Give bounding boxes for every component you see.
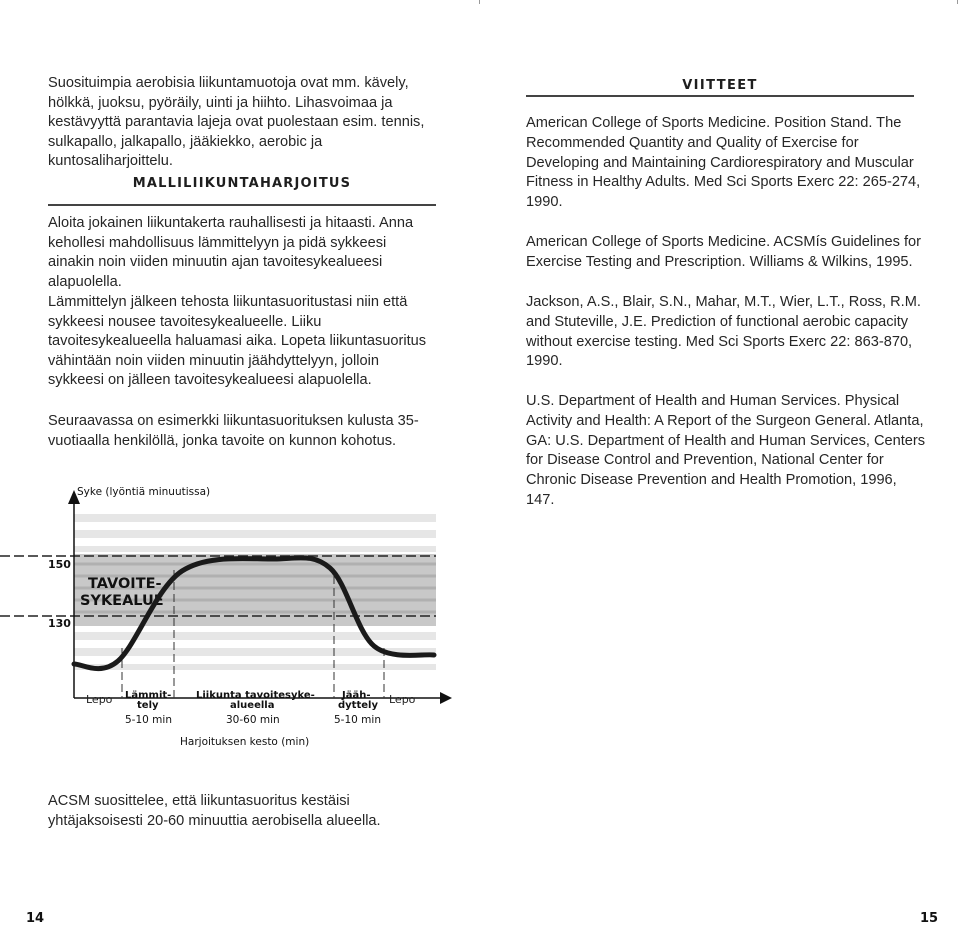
x-axis-title: Harjoituksen kesto (min) <box>180 736 310 748</box>
phase-cool-line1: Jääh- <box>342 690 371 701</box>
references-heading <box>526 76 914 97</box>
x-axis-arrow <box>440 692 452 704</box>
intro-paragraph: Suosituimpia aerobisia liikuntamuotoja ovat mm. kävely, hölkkä, juoksu, pyöräily, uinti ja hiihto. Lihasvoimaa ja kestävyyttä parantavia lajeja ovat puolestaan esim. tennis, sulkapallo, jalkapallo, jääkiekko, aerobic ja kuntosaliharjoittelu. <box>48 75 425 170</box>
y-axis-title: Syke (lyöntiä minuutissa) <box>77 486 211 498</box>
page-number-left: 14 <box>26 911 45 926</box>
paragraph-example: Seuraavassa on esimerkki liikuntasuorituksen kulusta 35-vuotiaalla henkilöllä, jonka tavoite on kunnon kohotus. <box>48 413 419 449</box>
duration-warmup: 5-10 min <box>125 714 172 726</box>
reference-item: American College of Sports Medicine. Position Stand. The Recommended Quantity and Quality of Exercise for Developing and Maintaining Cardiorespiratory and Muscular Fitness in Healthy Adults. Med Sci Sports Exerc 22: 265-274, 1990. <box>526 115 921 211</box>
section-heading: MALLILIIKUNTAHARJOITUS <box>132 176 352 191</box>
reference-item: American College of Sports Medicine. ACSMís Guidelines for Exercise Testing and Prescription. Williams & Wilkins, 1995. <box>526 234 922 270</box>
y-tick-150: 150 <box>48 558 71 571</box>
phase-cool-line2: dyttely <box>338 700 378 711</box>
phase-rest-end: Lepo <box>389 693 416 706</box>
paragraph-warmup: Aloita jokainen liikuntakerta rauhallisesti ja hitaasti. Anna kehollesi mahdollisuus lämmittelyyn ja pidä sykkeesi ainakin noin viiden minuutin ajan tavoitesykealueesi alapuolella. <box>48 215 414 290</box>
duration-cool: 5-10 min <box>334 714 381 726</box>
phase-main-line1: Liikunta tavoitesyke- <box>196 690 315 701</box>
zone-label-line2: SYKEALUE <box>80 593 164 609</box>
reference-item: Jackson, A.S., Blair, S.N., Mahar, M.T., Wier, L.T., Ross, R.M. and Stuteville, J.E. Prediction of functional aerobic capacity without exercise testing. Med Sci Sports Exerc 22: 863-870, 1990. <box>526 294 921 370</box>
phase-warmup-line2: tely <box>137 700 159 711</box>
phase-main-line2: alueella <box>230 700 275 711</box>
crop-mark <box>479 0 480 4</box>
duration-main: 30-60 min <box>226 714 280 726</box>
page-number-right: 15 <box>920 911 939 926</box>
heart-rate-chart <box>0 478 480 758</box>
section-divider <box>48 204 436 206</box>
y-tick-130: 130 <box>48 617 71 630</box>
reference-item: U.S. Department of Health and Human Services. Physical Activity and Health: A Report of the Surgeon General. Atlanta, GA: U.S. Department of Health and Human Services, Centers for Disease Control and Prevention, National Center for Chronic Disease Prevention and Health Promotion, 1996, 147. <box>526 393 926 508</box>
phase-warmup-line1: Lämmit- <box>125 690 172 701</box>
references-title: VIITTEET <box>682 78 758 93</box>
crop-mark <box>957 0 958 4</box>
phase-rest-start: Lepo <box>86 693 113 706</box>
zone-label-line1: TAVOITE- <box>88 576 162 592</box>
acsm-note: ACSM suosittelee, että liikuntasuoritus kestäisi yhtäjaksoisesti 20-60 minuuttia aerobisella alueella. <box>48 793 381 829</box>
paragraph-main: Lämmittelyn jälkeen tehosta liikuntasuoritustasi niin että sykkeesi nousee tavoitesykealueelle. Liiku tavoitesykealueella haluamasi aika. Lopeta liikuntasuoritus vähintään noin viiden minuutin jäähdyttelyyn, jolloin sykkeesi on jälleen tavoitesykealueesi alapuolella. <box>48 294 427 389</box>
